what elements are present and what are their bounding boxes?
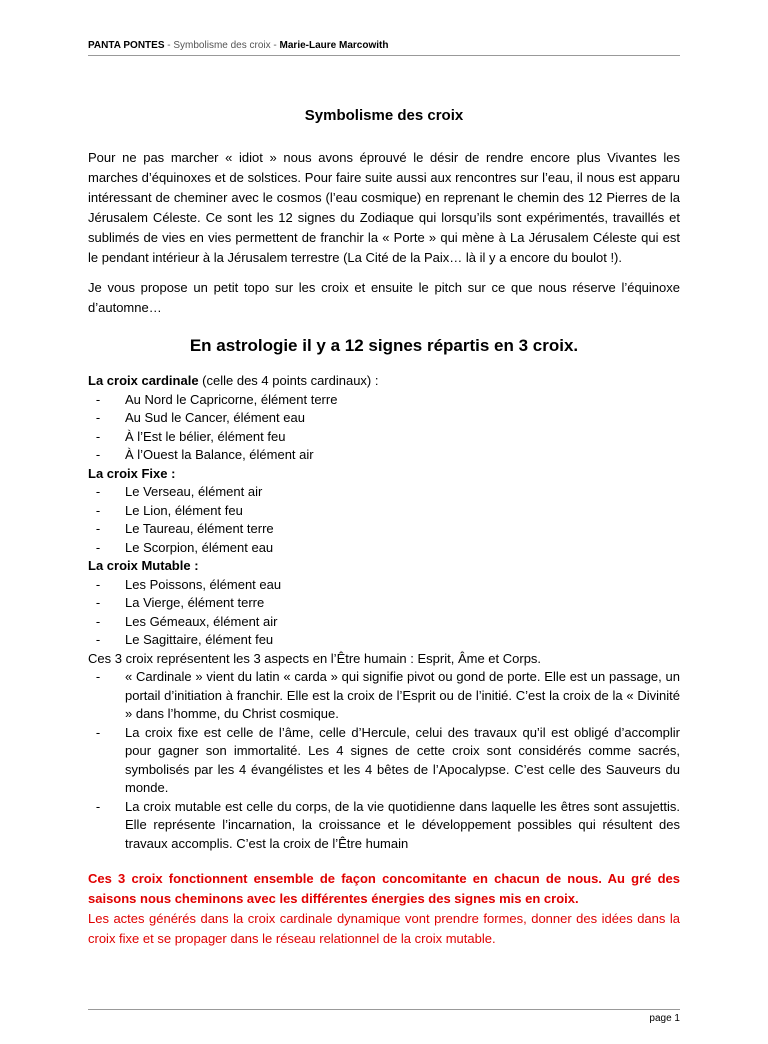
list-item: - À l’Ouest la Balance, élément air: [95, 447, 314, 462]
list-item: - Le Verseau, élément air: [95, 484, 263, 499]
list-item: - Le Sagittaire, élément feu: [95, 632, 274, 647]
aspects-intro: Ces 3 croix représentent les 3 aspects en l’Être humain : Esprit, Âme et Corps.: [88, 650, 542, 666]
aspect-item: - La croix mutable est celle du corps, de la vie quotidienne dans laquelle les êtres sont assujettis. Elle représente l’incarnation, la croissance et le développement possibles qui résultent des travaux accomplis. C’est la croix de l’Être humain: [95, 798, 680, 851]
section-heading: En astrologie il y a 12 signes répartis en 3 croix.: [189, 336, 579, 355]
aspect-item: - « Cardinale » vient du latin « carda » qui signifie pivot ou gond de porte. Elle est un passage, un portail d’initiation à franchir. Elle est la croix de l’Esprit ou de l’initié. C’est la croix de la « Divinité » dans l’homme, du Christ cosmique.: [95, 669, 680, 721]
list-item: - Le Scorpion, élément eau: [95, 539, 274, 555]
cross-name: La croix cardinale: [88, 373, 199, 388]
page-number: page 1: [649, 1013, 680, 1024]
cross-name: La croix Mutable :: [88, 558, 199, 573]
cross-suffix: (celle des 4 points cardinaux) :: [198, 373, 379, 388]
list-item: - Le Taureau, élément terre: [95, 521, 274, 536]
page-header: [88, 40, 680, 56]
list-item: - Le Lion, élément feu: [95, 502, 243, 518]
page-footer: [88, 1009, 680, 1024]
list-item: - Au Nord le Capricorne, élément terre: [95, 391, 338, 407]
header-topic: Symbolisme des croix: [173, 40, 271, 51]
list-item: - La Vierge, élément terre: [95, 595, 265, 610]
list-item: - Les Poissons, élément eau: [95, 576, 282, 592]
intro-paragraph: Pour ne pas marcher « idiot » nous avons éprouvé le désir de rendre encore plus Vivantes les marches d’équinoxes et de solstices. Pour faire suite aussi aux rencontres sur l’eau, il nous est apparu intéressant de cheminer avec le cosmos (l’eau cosmique) en reprenant le chemin des 12 Pierres de la Jérusalem Céleste. Ce sont les 12 signes du Zodiaque qui lorsqu’ils sont expérimentés, travaillés et sublimés de vies en vies permettent de franchir la « Porte » qui mène à La Jérusalem Céleste qui est le pendant intérieur à la Jérusalem terrestre (La Cité de la Paix… là il y a encore du boulot !).: [88, 150, 680, 265]
cross-title: [88, 372, 680, 391]
crosses-list: [88, 372, 680, 853]
cross-name: La croix Fixe :: [88, 465, 176, 481]
header-sep: -: [270, 40, 280, 51]
cross-title: [88, 557, 680, 576]
aspect-item: - La croix fixe est celle de l’âme, celle d’Hercule, celui des travaux qu’il est obligé d’accomplir pour gagner son immortalité. Les 4 signes de cette croix sont considérés comme sacrés, symbolisés par les 4 évangélistes et les 4 bêtes de l’Apocalypse. C’est celle des Sauveurs du monde.: [95, 724, 680, 795]
list-item: - À l’Est le bélier, élément feu: [95, 428, 286, 444]
conclusion: [88, 869, 680, 949]
header-author: Marie-Laure Marcowith: [279, 40, 389, 51]
header-sep: -: [164, 40, 174, 51]
document-title: Symbolisme des croix: [304, 107, 464, 124]
list-item: - Au Sud le Cancer, élément eau: [95, 410, 305, 425]
conclusion-bold: Ces 3 croix fonctionnent ensemble de façon concomitante en chacun de nous. Au gré des saisons nous cheminons avec les différentes énergies des signes mis en croix.: [88, 871, 680, 906]
header-org: PANTA PONTES: [88, 40, 165, 51]
cross-title: [88, 465, 680, 484]
list-item: - Les Gémeaux, élément air: [95, 613, 278, 629]
conclusion-text: Les actes générés dans la croix cardinale dynamique vont prendre formes, donner des idées dans la croix fixe et se propager dans le réseau relationnel de la croix mutable.: [88, 911, 680, 946]
intro-paragraph: Je vous propose un petit topo sur les croix et ensuite le pitch sur ce que nous réserve l’équinoxe d’automne…: [88, 280, 680, 315]
